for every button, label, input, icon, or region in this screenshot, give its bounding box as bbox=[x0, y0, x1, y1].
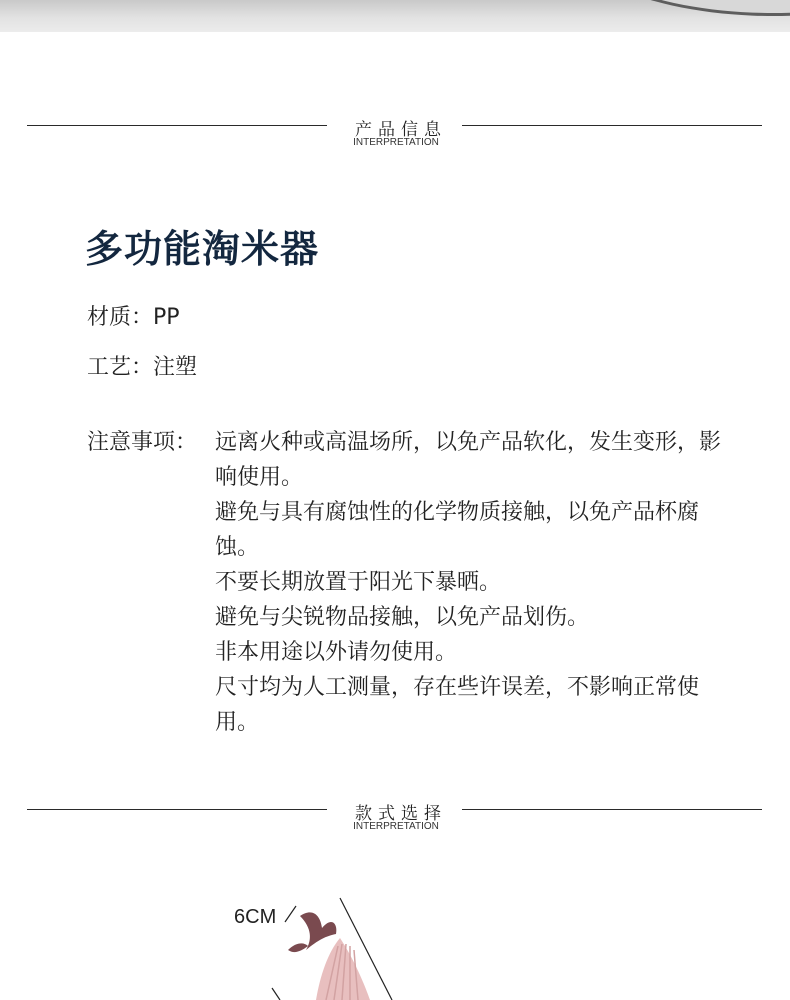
divider-left bbox=[27, 809, 327, 810]
note-item: 避免与具有腐蚀性的化学物质接触，以免产品杯腐蚀。 bbox=[215, 500, 700, 560]
section-subtitle: INTERPRETATION bbox=[353, 137, 439, 148]
divider-left bbox=[27, 125, 327, 126]
note-item: 远离火种或高温场所，以免产品软化，发生变形，影响使用。 bbox=[215, 430, 722, 490]
spec-value: PP bbox=[153, 305, 180, 330]
section-title: 产品信息 bbox=[355, 120, 447, 140]
section-header-style-selection bbox=[0, 802, 790, 842]
spec-key: 材质： bbox=[87, 305, 154, 330]
note-item: 非本用途以外请勿使用。 bbox=[215, 640, 458, 665]
spec-process bbox=[87, 350, 197, 381]
divider-right bbox=[462, 809, 762, 810]
bowl-rim-image bbox=[560, 0, 790, 16]
product-name: 多功能淘米器 bbox=[85, 227, 320, 271]
note-item: 不要长期放置于阳光下暴晒。 bbox=[215, 570, 502, 595]
spec-value: 注塑 bbox=[153, 355, 198, 380]
spec-key: 工艺： bbox=[87, 355, 154, 380]
section-header-product-info bbox=[0, 118, 790, 158]
note-item: 避免与尖锐物品接触，以免产品划伤。 bbox=[215, 605, 590, 630]
section-title: 款式选择 bbox=[355, 804, 447, 824]
section-subtitle: INTERPRETATION bbox=[353, 821, 439, 832]
rice-washer-illustration bbox=[0, 880, 790, 1000]
product-handle-tab bbox=[288, 943, 308, 952]
notes-list bbox=[215, 425, 725, 740]
dimension-label: 6CM bbox=[234, 906, 277, 928]
top-product-photo-strip bbox=[0, 0, 790, 32]
notes-label: 注意事项： bbox=[87, 430, 198, 455]
style-preview bbox=[0, 880, 790, 1000]
spec-material bbox=[87, 300, 180, 331]
divider-right bbox=[462, 125, 762, 126]
dimension-tick-upper bbox=[285, 906, 296, 922]
dimension-tick-lower bbox=[272, 988, 280, 1000]
note-item: 尺寸均为人工测量，存在些许误差，不影响正常使用。 bbox=[215, 675, 700, 735]
